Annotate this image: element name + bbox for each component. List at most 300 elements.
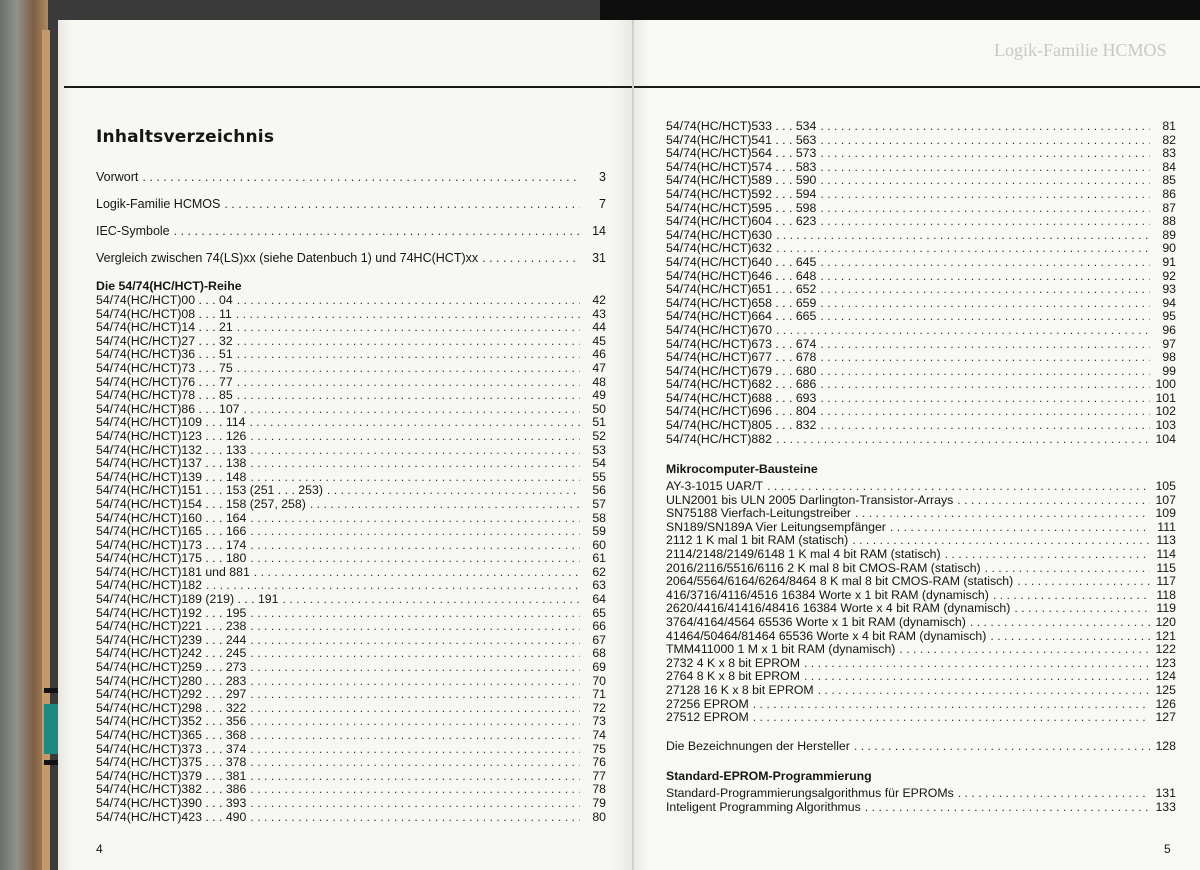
toc-entry[interactable] [96, 756, 606, 770]
leader-dots [224, 191, 580, 218]
toc-entry[interactable] [666, 670, 1176, 684]
toc-entry[interactable] [96, 218, 606, 245]
toc-entry[interactable] [96, 702, 606, 716]
toc-entry-page: 45 [592, 333, 606, 348]
toc-entry-page: 91 [1162, 254, 1176, 269]
toc-entry-title: 54/74(HC/HCT)239 . . . 244 [96, 632, 247, 647]
toc-entry-page: 115 [1156, 560, 1176, 575]
toc-entry-title: 54/74(HC/HCT)86 . . . 107 [96, 401, 240, 416]
right-page [634, 20, 1200, 870]
leader-dots [310, 498, 580, 512]
leader-dots [250, 770, 580, 784]
toc-entry[interactable] [666, 589, 1176, 603]
leader-dots [820, 270, 1150, 284]
toc-entry-page: 124 [1155, 669, 1176, 684]
toc-entry[interactable] [96, 675, 606, 689]
toc-entry[interactable] [666, 575, 1176, 589]
page-number-right: 5 [1164, 842, 1171, 856]
leader-dots [957, 494, 1150, 508]
toc-entry-title: 54/74(HC/HCT)189 (219) . . . 191 [96, 592, 279, 607]
toc-entry[interactable] [96, 498, 606, 512]
toc-entry[interactable] [666, 684, 1176, 698]
toc-entry-page: 58 [592, 510, 606, 525]
leader-dots [250, 702, 580, 716]
toc-entry[interactable] [96, 552, 606, 566]
toc-entry[interactable] [96, 634, 606, 648]
toc-entry[interactable] [666, 378, 1176, 392]
toc-entry-title: 54/74(HC/HCT)259 . . . 273 [96, 660, 247, 675]
leader-dots [250, 634, 580, 648]
toc-entry-page: 81 [1162, 119, 1176, 133]
leader-dots [776, 324, 1150, 338]
leader-dots [174, 218, 580, 245]
toc-entry[interactable] [666, 562, 1176, 576]
toc-entry[interactable] [666, 643, 1176, 657]
toc-entry[interactable] [666, 161, 1176, 175]
toc-entry[interactable] [96, 661, 606, 675]
toc-entry-page: 102 [1155, 404, 1176, 419]
toc-entry-title: 41464/50464/81464 65536 Worte x 4 bit RAM (dynamisch) [666, 628, 987, 643]
toc-entry-title: 54/74(HC/HCT)373 . . . 374 [96, 741, 247, 756]
toc-entry[interactable] [96, 797, 606, 811]
leader-dots [250, 715, 580, 729]
leader-dots [970, 616, 1150, 630]
toc-entry-page: 67 [592, 632, 606, 647]
page-title: Inhaltsverzeichnis [96, 127, 275, 147]
toc-entry[interactable] [96, 321, 606, 335]
leader-dots [753, 698, 1150, 712]
toc-entry[interactable] [96, 308, 606, 322]
toc-entry[interactable] [96, 770, 606, 784]
leader-dots [250, 811, 580, 825]
toc-entry-title: 54/74(HC/HCT)78 . . . 85 [96, 388, 233, 403]
toc-entry[interactable] [666, 534, 1176, 548]
toc-entry[interactable] [96, 484, 606, 498]
toc-entry-page: 64 [592, 592, 606, 607]
toc-entry-title: 54/74(HC/HCT)151 . . . 153 (251 . . . 253) [96, 483, 323, 498]
toc-entry-page: 86 [1162, 186, 1176, 201]
toc-entry-page: 107 [1155, 492, 1176, 507]
toc-entry[interactable] [666, 215, 1176, 229]
toc-entry-page: 55 [592, 469, 606, 484]
toc-entry[interactable] [666, 297, 1176, 311]
toc-entry[interactable] [666, 324, 1176, 338]
toc-entry[interactable] [666, 630, 1176, 644]
book-edge [0, 0, 48, 870]
toc-entry[interactable] [96, 348, 606, 362]
leader-dots [990, 630, 1150, 644]
toc-entry-page: 70 [592, 673, 606, 688]
toc-entry-title: 54/74(HC/HCT)595 . . . 598 [666, 200, 817, 215]
toc-entry[interactable] [96, 471, 606, 485]
toc-entry-title: Die Bezeichnungen der Hersteller [666, 739, 850, 753]
toc-entry-title: SN189/SN189A Vier Leitungsempfänger [666, 519, 886, 534]
leader-dots [327, 484, 580, 498]
toc-entry-title: 54/74(HC/HCT)805 . . . 832 [666, 418, 817, 433]
leader-dots [753, 711, 1150, 725]
toc-entry-page: 84 [1162, 159, 1176, 174]
toc-entry[interactable] [96, 362, 606, 376]
leader-dots [865, 801, 1150, 815]
toc-entry-title: 54/74(HC/HCT)352 . . . 356 [96, 714, 247, 729]
toc-entry-page: 92 [1162, 268, 1176, 283]
header-rule-right [634, 86, 1200, 88]
leader-dots [482, 245, 580, 272]
toc-entry-page: 63 [592, 578, 606, 593]
toc-series-list-continued [666, 120, 1176, 446]
toc-entry-title: 2016/2116/5516/6116 2 K mal 8 bit CMOS-RAM (statisch) [666, 560, 981, 575]
leader-dots [852, 534, 1150, 548]
toc-entry[interactable] [666, 419, 1176, 433]
toc-entry-title: 54/74(HC/HCT)682 . . . 686 [666, 377, 817, 392]
leader-dots [250, 797, 580, 811]
toc-entry[interactable] [96, 566, 606, 580]
leader-dots [820, 283, 1150, 297]
leader-dots [854, 740, 1150, 754]
toc-entry-title: 54/74(HC/HCT)221 . . . 238 [96, 619, 247, 634]
show-through-text: Logik-Familie HCMOS [994, 40, 1167, 60]
toc-entry-page: 93 [1162, 282, 1176, 297]
toc-entry-page: 114 [1156, 546, 1176, 561]
toc-entry[interactable] [96, 688, 606, 702]
toc-entry[interactable] [666, 405, 1176, 419]
toc-entry[interactable] [96, 403, 606, 417]
toc-entry-page: 76 [592, 755, 606, 770]
toc-entry-title: 2732 4 K x 8 bit EPROM [666, 655, 800, 670]
toc-entry-title: 54/74(HC/HCT)132 . . . 133 [96, 442, 247, 457]
toc-entry-page: 78 [592, 782, 606, 797]
toc-entry-page: 87 [1162, 200, 1176, 215]
toc-entry[interactable] [666, 657, 1176, 671]
leader-dots [855, 507, 1150, 521]
toc-entry-page: 74 [592, 728, 606, 742]
toc-entry-page: 71 [592, 687, 606, 702]
leader-dots [820, 161, 1150, 175]
toc-entry-title: 2064/5564/6164/6264/8464 8 K mal 8 bit CMOS-RAM (statisch) [666, 574, 1014, 589]
toc-entry[interactable] [96, 620, 606, 634]
toc-entry[interactable] [666, 433, 1176, 447]
toc-entry[interactable] [96, 389, 606, 403]
toc-top-entries [96, 164, 606, 272]
toc-series-list [96, 294, 606, 824]
toc-entry-page: 119 [1156, 601, 1176, 616]
toc-entry-title: 54/74(HC/HCT)646 . . . 648 [666, 268, 817, 283]
leader-dots [237, 362, 580, 376]
leader-dots [250, 607, 580, 621]
header-rule [64, 86, 633, 88]
leader-dots [958, 787, 1150, 801]
toc-entry-title: IEC-Symbole [96, 224, 170, 238]
leader-dots [237, 294, 580, 308]
toc-entry-title: 54/74(HC/HCT)664 . . . 665 [666, 309, 817, 324]
toc-entry-title: 54/74(HC/HCT)192 . . . 195 [96, 605, 247, 620]
toc-entry-title: 54/74(HC/HCT)574 . . . 583 [666, 159, 817, 174]
toc-entry-title: 3764/4164/4564 65536 Worte x 1 bit RAM (dynamisch) [666, 614, 966, 629]
leader-dots [237, 348, 580, 362]
leader-dots [1017, 575, 1150, 589]
leader-dots [820, 297, 1150, 311]
toc-entry-page: 77 [592, 768, 606, 783]
toc-entry-title: 54/74(HC/HCT)00 . . . 04 [96, 293, 233, 307]
leader-dots [820, 134, 1150, 148]
toc-entry-title: 2114/2148/2149/6148 1 K mal 4 bit RAM (statisch) [666, 546, 941, 561]
toc-entry-page: 50 [592, 401, 606, 416]
toc-micro-list [666, 480, 1176, 725]
leader-dots [945, 548, 1150, 562]
toc-entry[interactable] [96, 444, 606, 458]
toc-entry-page: 94 [1162, 295, 1176, 310]
toc-entry-title: 54/74(HC/HCT)423 . . . 490 [96, 809, 247, 824]
toc-entry[interactable] [96, 416, 606, 430]
leader-dots [250, 675, 580, 689]
toc-entry-title: 54/74(HC/HCT)379 . . . 381 [96, 768, 247, 783]
toc-entry-title: 54/74(HC/HCT)175 . . . 180 [96, 551, 247, 566]
toc-entry[interactable] [666, 787, 1176, 801]
toc-entry[interactable] [666, 494, 1176, 508]
toc-entry[interactable] [666, 392, 1176, 406]
toc-entry[interactable] [666, 548, 1176, 562]
toc-entry-title: 54/74(HC/HCT)589 . . . 590 [666, 173, 817, 188]
toc-entry-page: 127 [1155, 710, 1176, 725]
toc-entry-title: 54/74(HC/HCT)564 . . . 573 [666, 146, 817, 161]
toc-entry-title: 54/74(HC/HCT)154 . . . 158 (257, 258) [96, 496, 306, 511]
toc-entry[interactable] [666, 351, 1176, 365]
toc-entry[interactable] [96, 715, 606, 729]
toc-entry[interactable] [96, 539, 606, 553]
toc-entry-title: 54/74(HC/HCT)390 . . . 393 [96, 795, 247, 810]
toc-entry-page: 88 [1162, 214, 1176, 229]
toc-entry-title: 54/74(HC/HCT)181 und 881 [96, 564, 250, 579]
toc-entry-title: ULN2001 bis ULN 2005 Darlington-Transistor-Arrays [666, 492, 954, 507]
toc-entry-title: 27128 16 K x 8 bit EPROM [666, 682, 814, 697]
leader-dots [237, 335, 580, 349]
leader-dots [820, 405, 1150, 419]
toc-entry-title: 54/74(HC/HCT)375 . . . 378 [96, 755, 247, 770]
toc-entry[interactable] [96, 783, 606, 797]
toc-entry-title: 54/74(HC/HCT)541 . . . 563 [666, 132, 817, 147]
toc-entry[interactable] [666, 283, 1176, 297]
toc-entry-title: 54/74(HC/HCT)679 . . . 680 [666, 363, 817, 378]
toc-entry[interactable] [666, 174, 1176, 188]
toc-entry[interactable] [96, 512, 606, 526]
leader-dots [820, 392, 1150, 406]
leader-dots [254, 566, 580, 580]
toc-entry-title: 54/74(HC/HCT)242 . . . 245 [96, 646, 247, 661]
leader-dots [820, 120, 1150, 134]
toc-entry[interactable] [666, 270, 1176, 284]
toc-entry-title: Vergleich zwischen 74(LS)xx (siehe Datenbuch 1) und 74HC(HCT)xx [96, 251, 479, 265]
toc-entry[interactable] [96, 525, 606, 539]
toc-entry-title: Standard-Programmierungsalgorithmus für EPROMs [666, 786, 954, 800]
toc-entry[interactable] [96, 191, 606, 218]
toc-entry-title: 2620/4416/41416/48416 16384 Worte x 4 bit RAM (dynamisch) [666, 601, 1011, 616]
leader-dots [250, 471, 580, 485]
toc-entry[interactable] [96, 579, 606, 593]
toc-entry-page: 73 [592, 714, 606, 729]
toc-entry[interactable] [666, 521, 1176, 535]
toc-entry-page: 3 [599, 170, 606, 184]
toc-entry[interactable] [666, 801, 1176, 815]
leader-dots [820, 215, 1150, 229]
toc-entry-page: 68 [592, 646, 606, 661]
eprom-heading: Standard-EPROM-Programmierung [666, 769, 872, 783]
toc-entry-title: 54/74(HC/HCT)123 . . . 126 [96, 428, 247, 443]
leader-dots [820, 365, 1150, 379]
leader-dots [250, 661, 580, 675]
leader-dots [818, 684, 1150, 698]
toc-entry-page: 123 [1155, 655, 1176, 670]
toc-entry-title: 54/74(HC/HCT)160 . . . 164 [96, 510, 247, 525]
toc-entry[interactable] [666, 202, 1176, 216]
toc-entry-page: 100 [1155, 377, 1176, 392]
toc-entry-page: 99 [1162, 363, 1176, 378]
leader-dots [282, 593, 580, 607]
toc-entry-page: 80 [592, 809, 606, 824]
toc-entry-page: 120 [1155, 614, 1176, 629]
leader-dots [899, 643, 1150, 657]
toc-entry[interactable] [96, 729, 606, 743]
toc-entry-title: 54/74(HC/HCT)14 . . . 21 [96, 320, 233, 335]
toc-entry[interactable] [96, 164, 606, 191]
series-heading: Die 54/74(HC/HCT)-Reihe [96, 279, 242, 293]
toc-entry-page: 131 [1155, 786, 1176, 800]
leader-dots [804, 657, 1150, 671]
toc-entry-page: 44 [592, 320, 606, 335]
toc-entry-page: 42 [592, 293, 606, 307]
toc-entry-page: 128 [1155, 739, 1176, 753]
toc-entry-page: 60 [592, 537, 606, 552]
toc-entry-title: Inteligent Programming Algorithmus [666, 799, 861, 814]
toc-entry[interactable] [666, 338, 1176, 352]
toc-entry-title: 54/74(HC/HCT)677 . . . 678 [666, 350, 817, 365]
toc-entry-page: 101 [1155, 390, 1176, 405]
leader-dots [250, 783, 580, 797]
left-page [58, 20, 633, 870]
leader-dots [767, 480, 1150, 494]
toc-entry-title: 54/74(HC/HCT)292 . . . 297 [96, 687, 247, 702]
toc-entry[interactable] [666, 120, 1176, 134]
toc-entry-title: 54/74(HC/HCT)365 . . . 368 [96, 728, 247, 742]
toc-entry[interactable] [96, 647, 606, 661]
toc-entry[interactable] [96, 294, 606, 308]
toc-entry[interactable] [666, 616, 1176, 630]
toc-entry[interactable] [96, 335, 606, 349]
toc-entry[interactable] [666, 480, 1176, 494]
toc-entry[interactable] [96, 245, 606, 272]
leader-dots [890, 521, 1150, 535]
toc-entry-title: 54/74(HC/HCT)165 . . . 166 [96, 524, 247, 539]
leader-dots [206, 579, 580, 593]
toc-entry[interactable] [96, 593, 606, 607]
toc-entry[interactable] [666, 134, 1176, 148]
toc-entry-title: 54/74(HC/HCT)592 . . . 594 [666, 186, 817, 201]
toc-entry-title: Logik-Familie HCMOS [96, 197, 221, 211]
leader-dots [820, 338, 1150, 352]
toc-entry[interactable] [96, 457, 606, 471]
toc-entry-page: 54 [592, 456, 606, 471]
leader-dots [249, 416, 580, 430]
toc-entry-page: 98 [1162, 350, 1176, 365]
toc-entry[interactable] [666, 256, 1176, 270]
toc-entry-page: 89 [1162, 227, 1176, 242]
toc-entry[interactable] [666, 365, 1176, 379]
toc-entry-title: 54/74(HC/HCT)298 . . . 322 [96, 700, 247, 715]
leader-dots [250, 620, 580, 634]
toc-entry-title: 54/74(HC/HCT)73 . . . 75 [96, 360, 233, 375]
toc-entry-title: 54/74(HC/HCT)280 . . . 283 [96, 673, 247, 688]
toc-entry-title: Vorwort [96, 170, 139, 184]
toc-entry[interactable] [666, 310, 1176, 324]
toc-entry-page: 126 [1155, 696, 1176, 711]
toc-entry[interactable] [96, 376, 606, 390]
toc-entry-page: 75 [592, 741, 606, 756]
leader-dots [250, 729, 580, 743]
toc-entry-title: 2764 8 K x 8 bit EPROM [666, 669, 800, 684]
leader-dots [820, 174, 1150, 188]
toc-entry[interactable] [666, 229, 1176, 243]
toc-entry-page: 52 [592, 428, 606, 443]
toc-entry-title: 54/74(HC/HCT)36 . . . 51 [96, 347, 233, 362]
toc-entry-page: 121 [1155, 628, 1176, 643]
toc-entry-title: 54/74(HC/HCT)182 [96, 578, 202, 593]
toc-entry[interactable] [666, 147, 1176, 161]
toc-entry[interactable] [666, 602, 1176, 616]
toc-entry[interactable] [666, 698, 1176, 712]
leader-dots [820, 351, 1150, 365]
toc-entry-page: 113 [1156, 533, 1176, 548]
toc-entry-title: 416/3716/4116/4516 16384 Worte x 1 bit RAM (dynamisch) [666, 587, 989, 602]
leader-dots [776, 229, 1150, 243]
leader-dots [1014, 602, 1150, 616]
toc-entry[interactable] [96, 607, 606, 621]
leader-dots [244, 403, 580, 417]
toc-entry-page: 105 [1155, 479, 1176, 493]
toc-entry[interactable] [666, 507, 1176, 521]
toc-entry[interactable] [666, 711, 1176, 725]
toc-entry-title: 54/74(HC/HCT)139 . . . 148 [96, 469, 247, 484]
toc-entry-page: 43 [592, 306, 606, 321]
toc-entry-page: 66 [592, 619, 606, 634]
leader-dots [236, 308, 580, 322]
toc-entry[interactable] [666, 242, 1176, 256]
toc-entry-page: 79 [592, 795, 606, 810]
toc-entry-page: 57 [592, 496, 606, 511]
toc-entry[interactable] [96, 430, 606, 444]
toc-entry-title: 54/74(HC/HCT)630 [666, 227, 772, 242]
leader-dots [250, 743, 580, 757]
toc-entry-page: 96 [1162, 322, 1176, 337]
toc-entry[interactable] [666, 188, 1176, 202]
leader-dots [250, 756, 580, 770]
toc-entry-page: 62 [592, 564, 606, 579]
micro-heading: Mikrocomputer-Bausteine [666, 462, 818, 476]
toc-entry-title: TMM411000 1 M x 1 bit RAM (dynamisch) [666, 642, 896, 657]
toc-entry[interactable] [96, 743, 606, 757]
toc-entry-title: 54/74(HC/HCT)137 . . . 138 [96, 456, 247, 471]
toc-entry-title: 27256 EPROM [666, 696, 749, 711]
toc-entry-title: AY-3-1015 UAR/T [666, 479, 764, 493]
toc-entry-page: 109 [1155, 506, 1176, 521]
toc-entry-page: 118 [1156, 587, 1176, 602]
toc-entry-page: 95 [1162, 309, 1176, 324]
toc-entry-page: 51 [592, 415, 606, 430]
toc-entry-page: 104 [1155, 431, 1176, 446]
toc-entry[interactable] [96, 811, 606, 825]
leader-dots [250, 512, 580, 526]
toc-entry-page: 85 [1162, 173, 1176, 188]
toc-entry-title: 54/74(HC/HCT)173 . . . 174 [96, 537, 247, 552]
toc-entry[interactable] [666, 740, 1176, 754]
